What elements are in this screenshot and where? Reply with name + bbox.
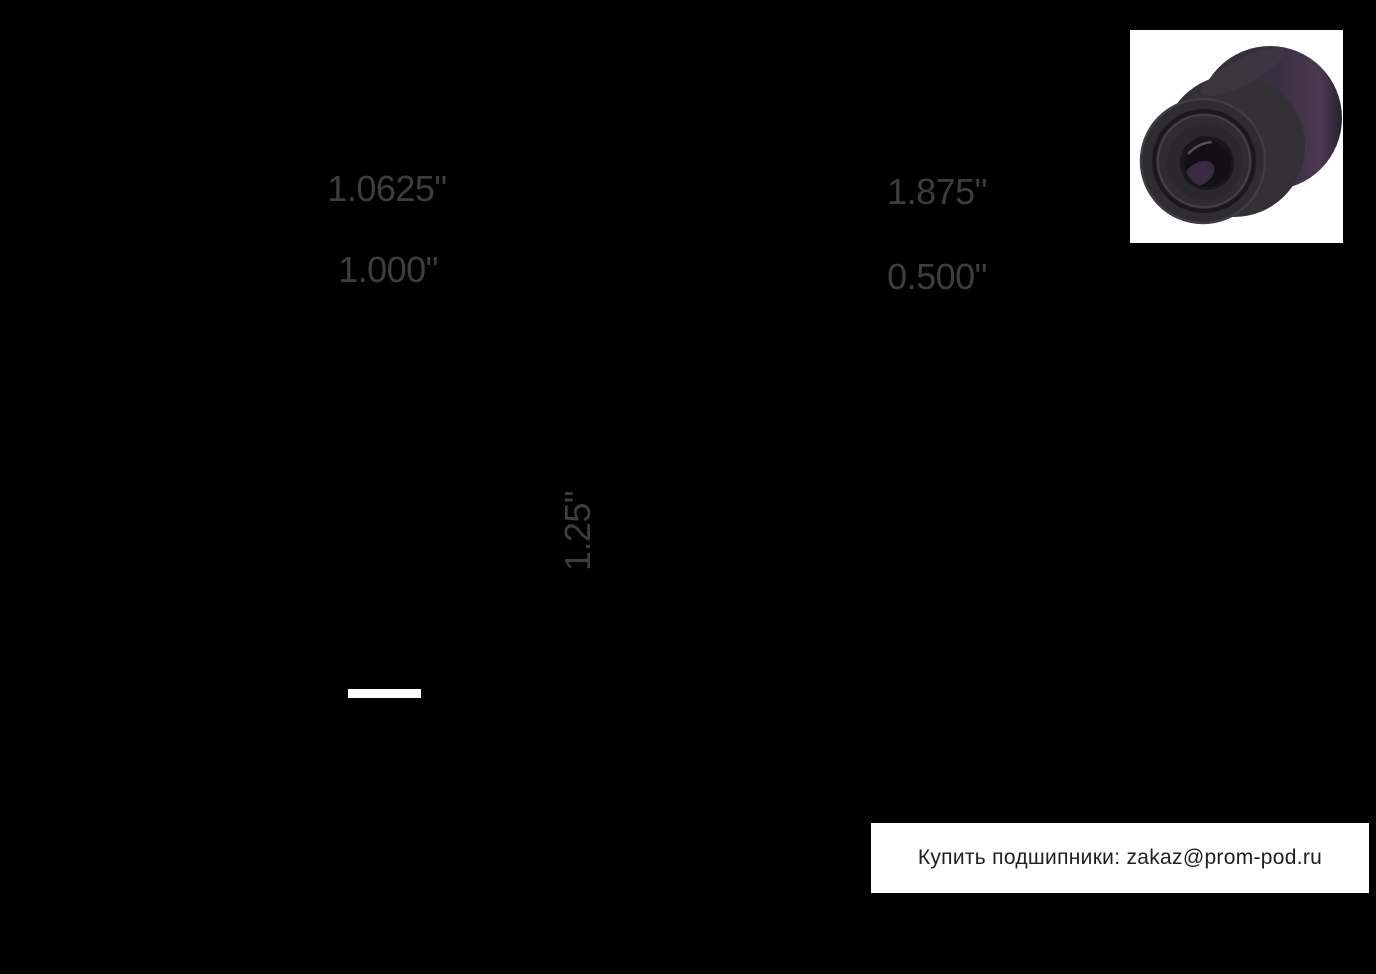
product-thumbnail [1130,30,1343,243]
dimension-label-top-right-lower: 0.500" [887,256,987,297]
dimension-label-top-left-upper: 1.0625" [327,168,447,209]
dimension-line [348,689,421,698]
contact-banner [871,823,1369,893]
contact-banner-link[interactable]: Купить подшипники: zakaz@prom-pod.ru [917,846,1323,869]
dimension-label-vertical: 1.25" [557,490,598,572]
bearing-3d-render-icon [1130,30,1343,243]
dimension-label-top-left-lower: 1.000" [338,249,438,290]
dimension-label-top-right-upper: 1.875" [887,171,987,212]
